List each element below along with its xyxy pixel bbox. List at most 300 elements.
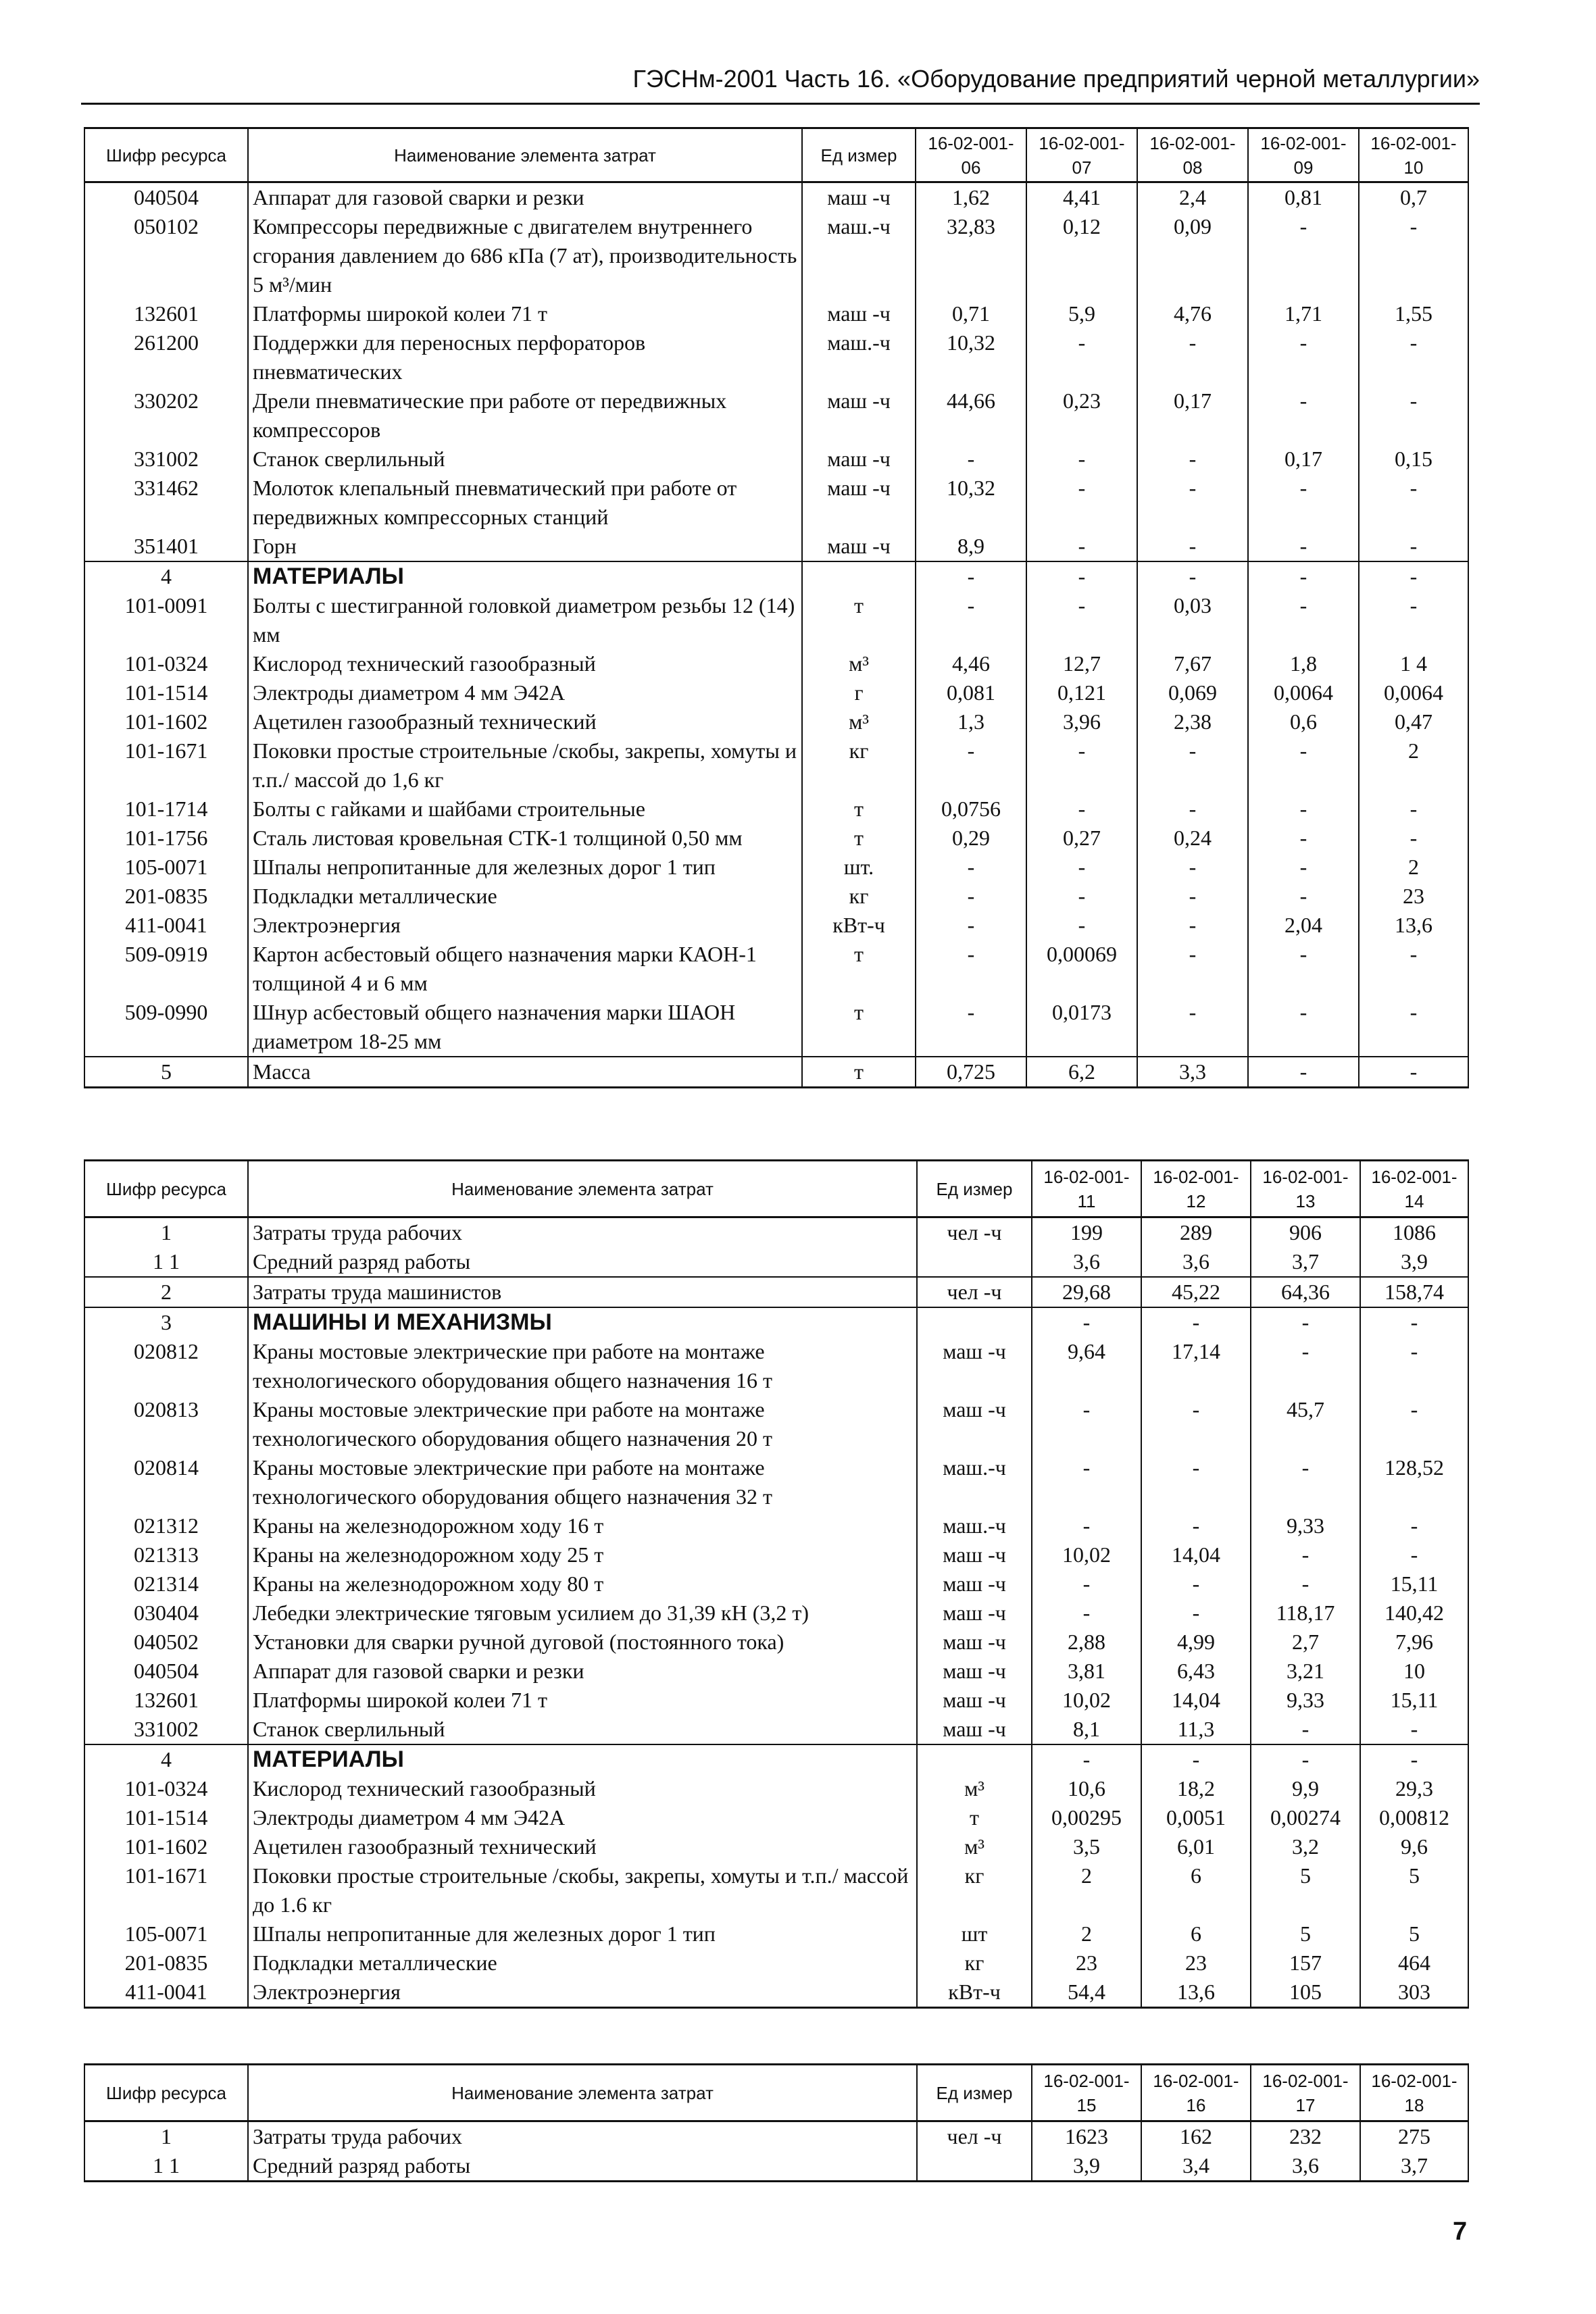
norm-value: - [1248, 882, 1359, 911]
resource-name: МАТЕРИАЛЫ [248, 561, 802, 591]
norm-value: 0,7 [1359, 182, 1468, 213]
norm-value: 3,6 [1141, 1247, 1251, 1277]
norm-value: - [1032, 1395, 1141, 1453]
norm-value: 0,12 [1026, 212, 1137, 299]
table-row [84, 1337, 1468, 1395]
table-row [84, 940, 1468, 998]
resource-name: Платформы широкой колеи 71 т [248, 299, 802, 328]
resource-name: Шнур асбестовый общего назначения марки ШАОН диаметром 18-25 мм [248, 998, 802, 1057]
norm-value: 3,4 [1141, 2151, 1251, 2182]
norm-value: 32,83 [916, 212, 1026, 299]
unit-of-measure: маш -ч [802, 182, 916, 213]
resource-code: 261200 [84, 328, 248, 386]
norm-value: 10,32 [916, 474, 1026, 532]
unit-of-measure: кг [802, 882, 916, 911]
resource-code: 105-0071 [84, 853, 248, 882]
table-row [84, 1948, 1468, 1978]
norm-value: - [1359, 1057, 1468, 1088]
table-row [84, 707, 1468, 736]
table-row [84, 1919, 1468, 1948]
norm-value: 5 [1360, 1919, 1468, 1948]
table-1 [84, 127, 1469, 1088]
norm-value: 12,7 [1026, 649, 1137, 678]
norm-value: - [1026, 853, 1137, 882]
table-row [84, 2151, 1468, 2182]
norm-value: 0,29 [916, 824, 1026, 853]
norm-value: - [1137, 853, 1248, 882]
norm-value: 162 [1141, 2121, 1251, 2152]
norm-value: 64,36 [1251, 1277, 1360, 1307]
norm-value: 3,7 [1251, 1247, 1360, 1277]
norm-value: 128,52 [1360, 1453, 1468, 1511]
norm-value: 15,11 [1360, 1569, 1468, 1599]
table-row [84, 1657, 1468, 1686]
resource-code: 5 [84, 1057, 248, 1088]
table-2-body [84, 1217, 1468, 2008]
norm-value: 3,6 [1251, 2151, 1360, 2182]
page-number: 7 [1453, 2217, 1468, 2246]
unit-of-measure: маш -ч [802, 445, 916, 474]
norm-value: 14,04 [1141, 1540, 1251, 1569]
unit-of-measure: маш.-ч [917, 1453, 1032, 1511]
norm-value: - [1248, 824, 1359, 853]
norm-value: - [916, 736, 1026, 795]
table-row [84, 678, 1468, 707]
resource-code: 4 [84, 1744, 248, 1774]
norm-value: - [1359, 561, 1468, 591]
resource-code: 330202 [84, 386, 248, 445]
norm-value: 464 [1360, 1948, 1468, 1978]
norm-value: - [1251, 1569, 1360, 1599]
norm-value: 3,6 [1032, 1247, 1141, 1277]
table-3 [84, 2063, 1469, 2182]
resource-code: 132601 [84, 1686, 248, 1715]
table-row [84, 1277, 1468, 1307]
unit-of-measure: маш -ч [917, 1715, 1032, 1744]
norm-value: 7,67 [1137, 649, 1248, 678]
norm-value: - [1141, 1395, 1251, 1453]
resource-name: Затраты труда рабочих [248, 1217, 917, 1248]
resource-name: Поддержки для переносных перфораторов пневматических [248, 328, 802, 386]
norm-value: - [1359, 591, 1468, 649]
norm-value: 0,23 [1026, 386, 1137, 445]
norm-value: - [1141, 1511, 1251, 1540]
norm-value: 1,62 [916, 182, 1026, 213]
resource-code: 021313 [84, 1540, 248, 1569]
resource-name: Компрессоры передвижные с двигателем внутреннего сгорания давлением до 686 кПа (7 ат), производительность 5 м³/мин [248, 212, 802, 299]
norm-value: - [1248, 561, 1359, 591]
table-row [84, 328, 1468, 386]
norm-value: 105 [1251, 1978, 1360, 2008]
table-1-body [84, 182, 1468, 1088]
table-row [84, 1217, 1468, 1248]
norm-value: 0,6 [1248, 707, 1359, 736]
unit-of-measure: т [802, 795, 916, 824]
resource-code: 101-1514 [84, 678, 248, 707]
resource-code: 331002 [84, 445, 248, 474]
column-header-unit: Ед измер [917, 1161, 1032, 1217]
norm-value: 3,81 [1032, 1657, 1141, 1686]
resource-code: 040502 [84, 1628, 248, 1657]
column-header-name: Наименование элемента затрат [248, 2065, 917, 2121]
unit-of-measure: кг [802, 736, 916, 795]
resource-name: Болты с гайками и шайбами строительные [248, 795, 802, 824]
norm-value: - [1360, 1744, 1468, 1774]
unit-of-measure: кг [917, 1861, 1032, 1919]
norm-value: 0,121 [1026, 678, 1137, 707]
norm-value: - [1026, 882, 1137, 911]
resource-code: 101-1602 [84, 1832, 248, 1861]
table-row [84, 1803, 1468, 1832]
norm-value: - [1359, 532, 1468, 561]
norm-value: 45,22 [1141, 1277, 1251, 1307]
table-row [84, 882, 1468, 911]
norm-value: - [1248, 940, 1359, 998]
norm-value: 9,33 [1251, 1686, 1360, 1715]
norm-value: 199 [1032, 1217, 1141, 1248]
norm-value: 2 [1032, 1861, 1141, 1919]
norm-value: 0,00295 [1032, 1803, 1141, 1832]
norm-value: 8,9 [916, 532, 1026, 561]
column-header-norm: 16-02-001-09 [1248, 128, 1359, 182]
unit-of-measure: м³ [802, 707, 916, 736]
table-row [84, 182, 1468, 213]
norm-value: - [1248, 386, 1359, 445]
resource-code: 331462 [84, 474, 248, 532]
norm-value: - [1248, 1057, 1359, 1088]
norm-value: 0,0064 [1248, 678, 1359, 707]
norm-value: - [916, 882, 1026, 911]
norm-value: 0,17 [1137, 386, 1248, 445]
norm-value: 2,38 [1137, 707, 1248, 736]
table-row [84, 824, 1468, 853]
unit-of-measure: т [802, 940, 916, 998]
table-1-header-row [84, 128, 1468, 182]
resource-name: Молоток клепальный пневматический при работе от передвижных компрессорных станций [248, 474, 802, 532]
section-row [84, 1744, 1468, 1774]
norm-value: 1,71 [1248, 299, 1359, 328]
norm-value: 8,1 [1032, 1715, 1141, 1744]
unit-of-measure [802, 561, 916, 591]
resource-name: МАШИНЫ И МЕХАНИЗМЫ [248, 1307, 917, 1337]
norm-value: 17,14 [1141, 1337, 1251, 1395]
norm-value: - [1360, 1540, 1468, 1569]
resource-code: 1 [84, 2121, 248, 2152]
norm-value: - [1359, 474, 1468, 532]
column-header-name: Наименование элемента затрат [248, 1161, 917, 1217]
norm-value: 140,42 [1360, 1599, 1468, 1628]
table-row [84, 853, 1468, 882]
column-header-norm: 16-02-001-12 [1141, 1161, 1251, 1217]
norm-value: - [1026, 532, 1137, 561]
norm-value: 0,0064 [1359, 678, 1468, 707]
norm-value: - [1026, 445, 1137, 474]
norm-value: 118,17 [1251, 1599, 1360, 1628]
norm-value: - [1248, 532, 1359, 561]
norm-value: - [1026, 795, 1137, 824]
column-header-code: Шифр ресурса [84, 1161, 248, 1217]
resource-name: Электроды диаметром 4 мм Э42А [248, 678, 802, 707]
norm-value: 3,96 [1026, 707, 1137, 736]
norm-value: 5 [1251, 1919, 1360, 1948]
resource-name: Платформы широкой колеи 71 т [248, 1686, 917, 1715]
unit-of-measure: м³ [802, 649, 916, 678]
column-header-code: Шифр ресурса [84, 128, 248, 182]
norm-value: 5 [1251, 1861, 1360, 1919]
resource-name: Краны мостовые электрические при работе на монтаже технологического оборудования общего назначения 32 т [248, 1453, 917, 1511]
norm-value: - [1251, 1453, 1360, 1511]
norm-value: 2 [1359, 853, 1468, 882]
norm-value: 1623 [1032, 2121, 1141, 2152]
resource-code: 201-0835 [84, 882, 248, 911]
column-header-unit: Ед измер [917, 2065, 1032, 2121]
column-header-norm: 16-02-001-07 [1026, 128, 1137, 182]
norm-value: - [1137, 911, 1248, 940]
table-row [84, 1395, 1468, 1453]
norm-value: 0,00274 [1251, 1803, 1360, 1832]
norm-value: - [916, 591, 1026, 649]
unit-of-measure: чел -ч [917, 1277, 1032, 1307]
norm-value: - [1137, 474, 1248, 532]
norm-value: - [1032, 1511, 1141, 1540]
resource-code: 101-1514 [84, 1803, 248, 1832]
column-header-norm: 16-02-001-17 [1251, 2065, 1360, 2121]
resource-code: 4 [84, 561, 248, 591]
column-header-norm: 16-02-001-11 [1032, 1161, 1141, 1217]
norm-value: - [1032, 1744, 1141, 1774]
column-header-norm: 16-02-001-06 [916, 128, 1026, 182]
resource-name: Краны мостовые электрические при работе на монтаже технологического оборудования общего назначения 20 т [248, 1395, 917, 1453]
resource-name: Кислород технический газообразный [248, 649, 802, 678]
resource-name: Подкладки металлические [248, 882, 802, 911]
column-header-unit: Ед измер [802, 128, 916, 182]
norm-value: 3,5 [1032, 1832, 1141, 1861]
resource-name: Картон асбестовый общего назначения марки КАОН-1 толщиной 4 и 6 мм [248, 940, 802, 998]
norm-value: 1,3 [916, 707, 1026, 736]
table-row [84, 1832, 1468, 1861]
norm-value: 9,33 [1251, 1511, 1360, 1540]
norm-value: - [1137, 445, 1248, 474]
norm-value: - [1359, 795, 1468, 824]
resource-name: Электроэнергия [248, 1978, 917, 2008]
table-row [84, 1511, 1468, 1540]
norm-value: 3,21 [1251, 1657, 1360, 1686]
resource-table-1 [84, 127, 1468, 1088]
norm-value: - [1137, 561, 1248, 591]
resource-code: 1 1 [84, 2151, 248, 2182]
resource-name: Затраты труда машинистов [248, 1277, 917, 1307]
norm-value: - [1032, 1307, 1141, 1337]
norm-value: 2,04 [1248, 911, 1359, 940]
norm-value: - [1248, 998, 1359, 1057]
unit-of-measure: г [802, 678, 916, 707]
norm-value: - [1359, 212, 1468, 299]
norm-value: - [1032, 1569, 1141, 1599]
resource-name: Аппарат для газовой сварки и резки [248, 182, 802, 213]
resource-name: Ацетилен газообразный технический [248, 1832, 917, 1861]
unit-of-measure: маш.-ч [802, 328, 916, 386]
norm-value: - [1251, 1307, 1360, 1337]
table-3-body [84, 2121, 1468, 2182]
resource-code: 101-1671 [84, 736, 248, 795]
section-row [84, 1307, 1468, 1337]
section-row [84, 561, 1468, 591]
norm-value: 4,46 [916, 649, 1026, 678]
resource-name: Средний разряд работы [248, 2151, 917, 2182]
norm-value: 7,96 [1360, 1628, 1468, 1657]
column-header-norm: 16-02-001-16 [1141, 2065, 1251, 2121]
norm-value: - [1141, 1744, 1251, 1774]
unit-of-measure: маш -ч [917, 1569, 1032, 1599]
norm-value: - [1032, 1453, 1141, 1511]
resource-name: Сталь листовая кровельная СТК-1 толщиной 0,50 мм [248, 824, 802, 853]
unit-of-measure: чел -ч [917, 1217, 1032, 1248]
resource-code: 101-1714 [84, 795, 248, 824]
norm-value: - [1137, 328, 1248, 386]
norm-value: 0,17 [1248, 445, 1359, 474]
norm-value: 5 [1360, 1861, 1468, 1919]
resource-name: Краны мостовые электрические при работе на монтаже технологического оборудования общего назначения 16 т [248, 1337, 917, 1395]
unit-of-measure: чел -ч [917, 2121, 1032, 2152]
resource-code: 101-1671 [84, 1861, 248, 1919]
norm-value: 10,32 [916, 328, 1026, 386]
table-row [84, 1247, 1468, 1277]
norm-value: 6,2 [1026, 1057, 1137, 1088]
norm-value: 2,7 [1251, 1628, 1360, 1657]
resource-code: 101-1602 [84, 707, 248, 736]
norm-value: 906 [1251, 1217, 1360, 1248]
norm-value: 0,725 [916, 1057, 1026, 1088]
norm-value: 6,43 [1141, 1657, 1251, 1686]
unit-of-measure: т [917, 1803, 1032, 1832]
norm-value: - [1248, 795, 1359, 824]
norm-value: 3,9 [1360, 1247, 1468, 1277]
norm-value: 1,8 [1248, 649, 1359, 678]
resource-code: 509-0990 [84, 998, 248, 1057]
norm-value: 6 [1141, 1919, 1251, 1948]
norm-value: - [1137, 532, 1248, 561]
column-header-norm: 16-02-001-13 [1251, 1161, 1360, 1217]
resource-code: 101-0324 [84, 649, 248, 678]
unit-of-measure: маш -ч [917, 1628, 1032, 1657]
norm-value: 158,74 [1360, 1277, 1468, 1307]
table-row [84, 1715, 1468, 1744]
table-row [84, 1774, 1468, 1803]
resource-code: 105-0071 [84, 1919, 248, 1948]
norm-value: 0,47 [1359, 707, 1468, 736]
table-row [84, 445, 1468, 474]
norm-value: 0,81 [1248, 182, 1359, 213]
norm-value: 0,069 [1137, 678, 1248, 707]
norm-value: - [1026, 736, 1137, 795]
table-row [84, 1540, 1468, 1569]
resource-name: Аппарат для газовой сварки и резки [248, 1657, 917, 1686]
norm-value: - [1026, 561, 1137, 591]
resource-code: 411-0041 [84, 1978, 248, 2008]
resource-name: Станок сверлильный [248, 445, 802, 474]
norm-value: 2 [1032, 1919, 1141, 1948]
resource-code: 040504 [84, 1657, 248, 1686]
resource-name: Краны на железнодорожном ходу 80 т [248, 1569, 917, 1599]
resource-name: Станок сверлильный [248, 1715, 917, 1744]
norm-value: 13,6 [1141, 1978, 1251, 2008]
norm-value: - [1026, 591, 1137, 649]
resource-name: Затраты труда рабочих [248, 2121, 917, 2152]
resource-name: Поковки простые строительные /скобы, закрепы, хомуты и т.п./ массой до 1.6 кг [248, 1861, 917, 1919]
resource-code: 021312 [84, 1511, 248, 1540]
table-row [84, 1861, 1468, 1919]
unit-of-measure: маш -ч [917, 1686, 1032, 1715]
norm-value: - [1026, 474, 1137, 532]
norm-value: - [1141, 1569, 1251, 1599]
resource-name: Поковки простые строительные /скобы, закрепы, хомуты и т.п./ массой до 1,6 кг [248, 736, 802, 795]
table-row [84, 2121, 1468, 2152]
table-row [84, 1569, 1468, 1599]
norm-value: 6,01 [1141, 1832, 1251, 1861]
page-header: ГЭСНм-2001 Часть 16. «Оборудование предприятий черной металлургии» [632, 65, 1480, 93]
table-row [84, 998, 1468, 1057]
resource-code: 1 1 [84, 1247, 248, 1277]
norm-value: - [916, 940, 1026, 998]
table-2 [84, 1159, 1469, 2009]
norm-value: 232 [1251, 2121, 1360, 2152]
norm-value: 0,09 [1137, 212, 1248, 299]
resource-name: Лебедки электрические тяговым усилием до 31,39 кН (3,2 т) [248, 1599, 917, 1628]
norm-value: 0,71 [916, 299, 1026, 328]
resource-name: Электроэнергия [248, 911, 802, 940]
table-row [84, 1453, 1468, 1511]
norm-value: - [916, 853, 1026, 882]
norm-value: - [1359, 998, 1468, 1057]
unit-of-measure: т [802, 591, 916, 649]
resource-name: Шпалы непропитанные для железных дорог 1 тип [248, 1919, 917, 1948]
unit-of-measure: м³ [917, 1832, 1032, 1861]
norm-value: - [1137, 940, 1248, 998]
norm-value: 2,88 [1032, 1628, 1141, 1657]
norm-value: - [1248, 474, 1359, 532]
norm-value: 3,9 [1032, 2151, 1141, 2182]
resource-table-3 [84, 2063, 1468, 2182]
table-row [84, 1978, 1468, 2008]
resource-name: Горн [248, 532, 802, 561]
table-row [84, 386, 1468, 445]
norm-value: 14,04 [1141, 1686, 1251, 1715]
norm-value: 18,2 [1141, 1774, 1251, 1803]
norm-value: - [916, 911, 1026, 940]
norm-value: 23 [1359, 882, 1468, 911]
resource-code: 020813 [84, 1395, 248, 1453]
table-row [84, 1686, 1468, 1715]
norm-value: 29,3 [1360, 1774, 1468, 1803]
table-3-header-row [84, 2065, 1468, 2121]
norm-value: - [1360, 1511, 1468, 1540]
norm-value: - [1360, 1715, 1468, 1744]
unit-of-measure [917, 1307, 1032, 1337]
norm-value: - [1141, 1453, 1251, 1511]
norm-value: - [1359, 940, 1468, 998]
norm-value: - [1248, 736, 1359, 795]
norm-value: - [1141, 1307, 1251, 1337]
unit-of-measure: маш -ч [917, 1395, 1032, 1453]
norm-value: 3,3 [1137, 1057, 1248, 1088]
unit-of-measure: т [802, 1057, 916, 1088]
norm-value: 11,3 [1141, 1715, 1251, 1744]
norm-value: 0,0173 [1026, 998, 1137, 1057]
resource-name: Ацетилен газообразный технический [248, 707, 802, 736]
resource-code: 351401 [84, 532, 248, 561]
norm-value: 10 [1360, 1657, 1468, 1686]
norm-value: - [1032, 1599, 1141, 1628]
